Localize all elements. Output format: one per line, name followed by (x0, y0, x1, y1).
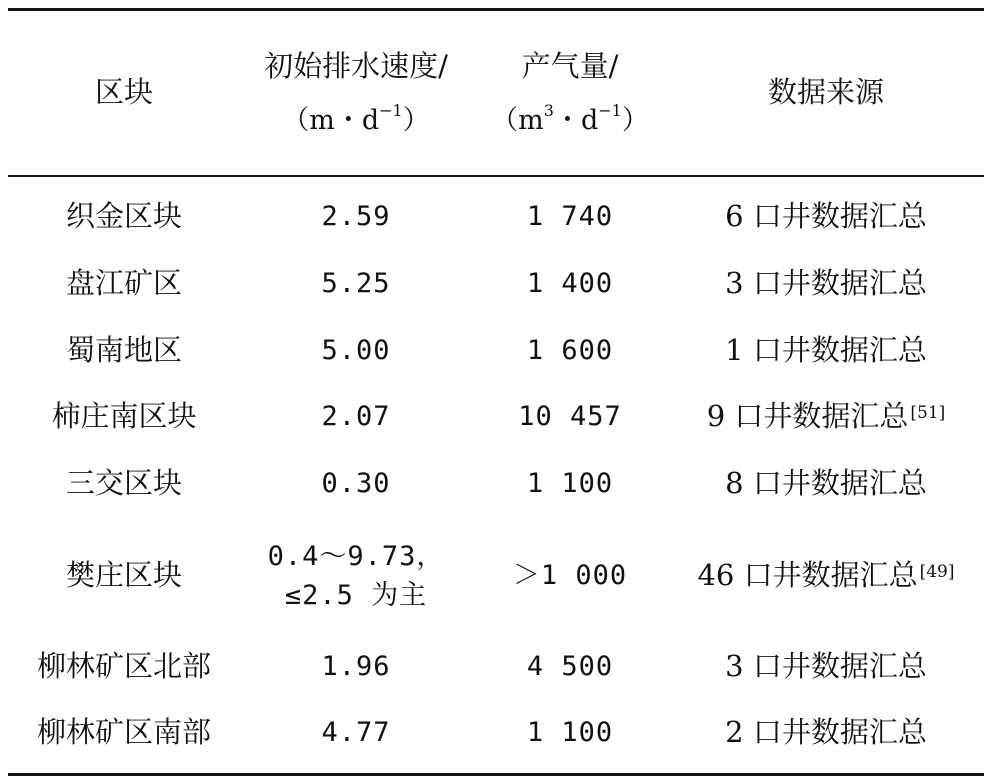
source-text: 3 口井数据汇总 (725, 649, 927, 684)
table-row-block: 三交区块 (65, 466, 182, 501)
table-row-gas: 1 100 (526, 468, 614, 500)
table-row-block: 柳林矿区南部 (36, 715, 211, 750)
source-text: 2 口井数据汇总 (725, 715, 927, 750)
table-row-source (668, 700, 984, 766)
table-row-gas: 10 457 (518, 401, 622, 433)
source-text: 9 口井数据汇总 (706, 399, 909, 434)
speed-line-1: 0.4～9.73， (267, 540, 445, 572)
table-bottom-rule (8, 773, 984, 776)
header-gas-output (472, 11, 668, 175)
unit-part: ） (621, 105, 649, 137)
table-row-speed: 0.30 (321, 468, 391, 500)
table-row-speed: 4.77 (321, 717, 391, 749)
table-row-source (668, 451, 984, 517)
table-row-gas: 1 100 (526, 717, 614, 749)
table-row-speed: 5.00 (321, 335, 391, 367)
table-row-block: 织金区块 (65, 199, 182, 234)
unit-exponent: 3 (543, 101, 554, 121)
table-row-gas: ＞1 000 (512, 560, 628, 592)
header-drain-speed-label: 初始排水速度/ (264, 48, 448, 83)
unit-part: （m・d (282, 105, 380, 137)
source-text: 46 口井数据汇总 (697, 558, 918, 593)
table-header-rule (8, 175, 984, 177)
unit-part: ・d (553, 105, 599, 137)
table-row-gas: 1 400 (526, 268, 614, 300)
speed-line-2: ≤2.5 为主 (284, 580, 428, 611)
table-row-speed: 2.07 (321, 401, 391, 433)
table-row-source (668, 251, 984, 317)
table-row-gas: 1 740 (526, 201, 614, 233)
unit-exponent: −1 (598, 101, 622, 121)
table-row-speed: 1.96 (321, 651, 391, 683)
table-row-block: 柿庄南区块 (51, 399, 197, 434)
table-row-block: 盘江矿区 (65, 266, 182, 301)
table-row-gas: 4 500 (526, 651, 614, 683)
table-row-speed (240, 520, 472, 632)
header-gas-output-label: 产气量/ (521, 48, 619, 83)
header-source: 数据来源 (767, 75, 884, 110)
table-row-block: 柳林矿区北部 (36, 649, 211, 684)
table-row-speed: 2.59 (321, 201, 391, 233)
table-row-source: 9 口井数据汇总 [51] (706, 399, 946, 434)
table-row-source (668, 318, 984, 384)
source-text: 1 口井数据汇总 (725, 333, 927, 368)
unit-part: ） (402, 105, 430, 137)
header-block: 区块 (94, 75, 153, 110)
source-text: 3 口井数据汇总 (725, 266, 927, 301)
header-drain-speed-unit (282, 101, 430, 137)
table-row-source: 46 口井数据汇总 [49] (697, 558, 955, 593)
unit-part: （m (491, 105, 544, 137)
table-row-block: 樊庄区块 (65, 558, 182, 593)
source-text: 8 口井数据汇总 (725, 466, 927, 501)
source-text: 6 口井数据汇总 (725, 199, 927, 234)
table-row-source (668, 634, 984, 700)
header-gas-output-unit (491, 101, 649, 137)
table-row-gas: 1 600 (526, 335, 614, 367)
unit-exponent: −1 (379, 101, 403, 121)
table-row-block: 蜀南地区 (65, 333, 182, 368)
table-row-speed: 5.25 (321, 268, 391, 300)
header-drain-speed (240, 11, 472, 175)
table-row-source (668, 184, 984, 250)
